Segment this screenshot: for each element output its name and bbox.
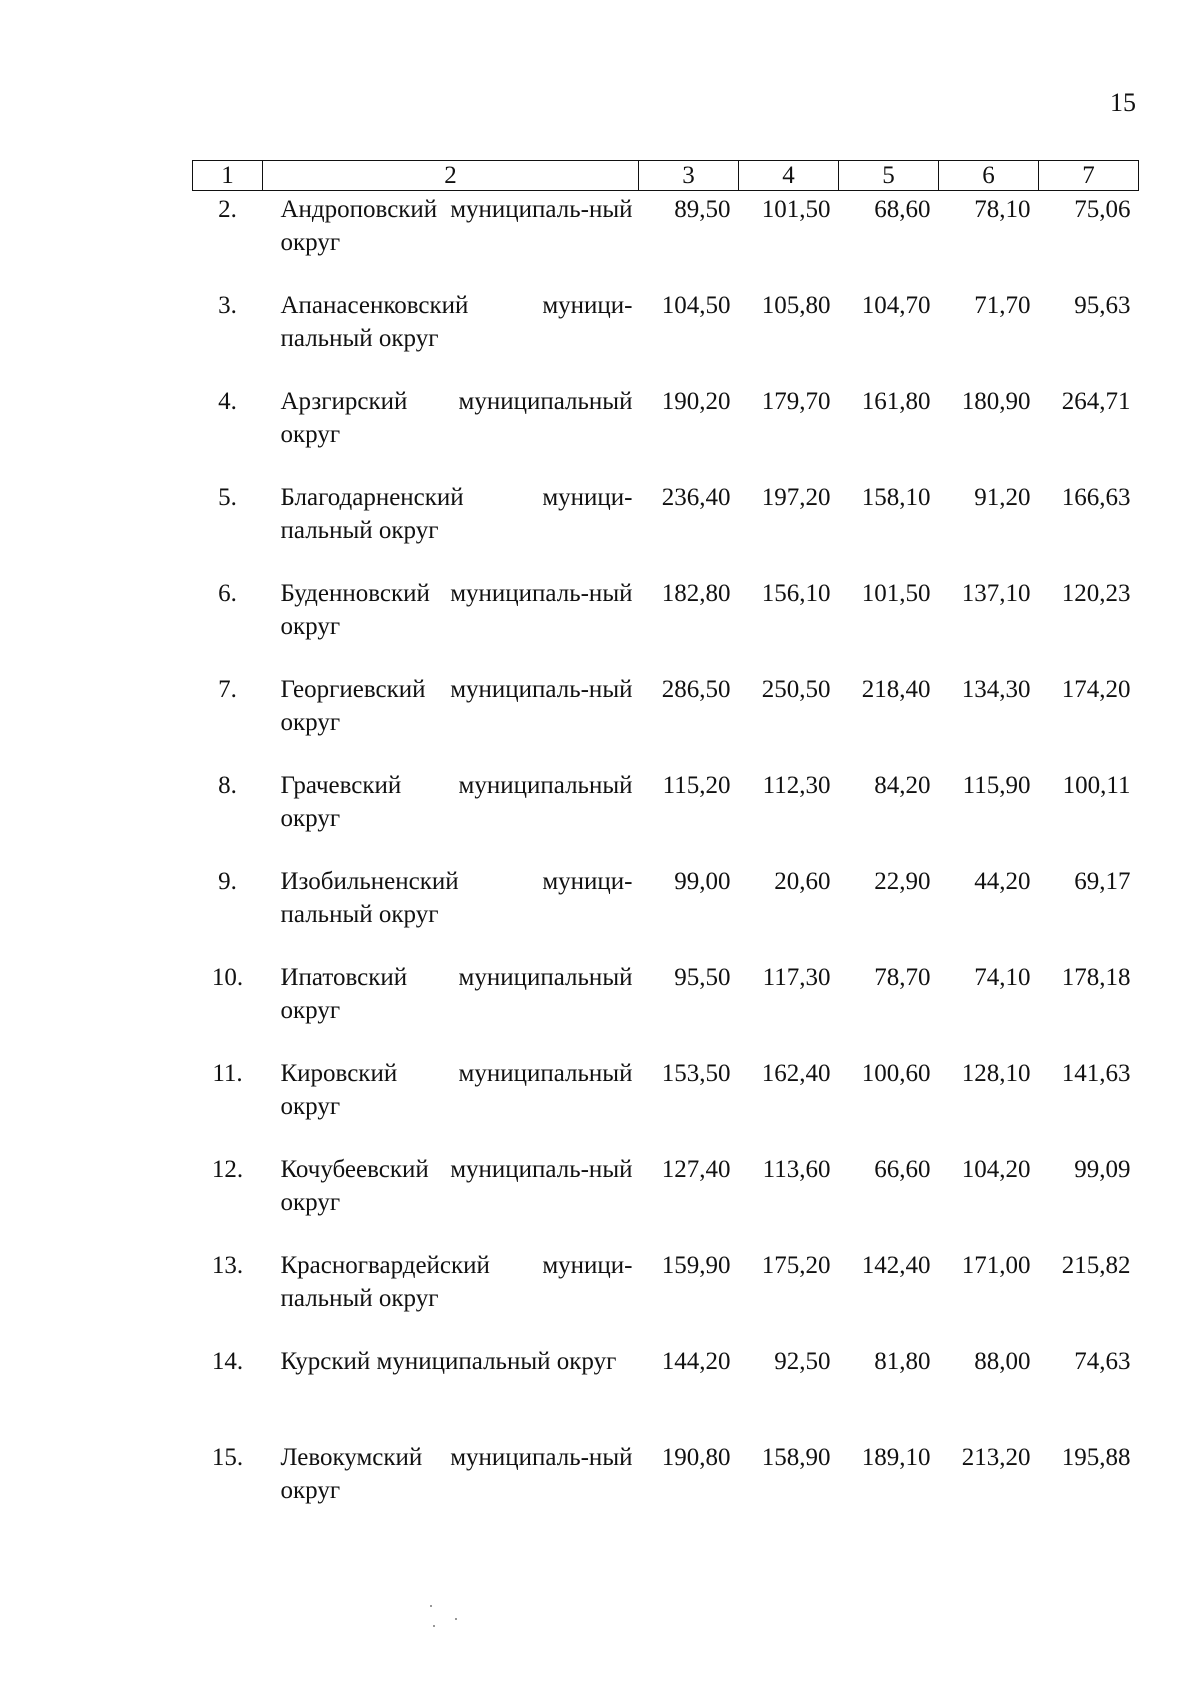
value-cell: 218,40 bbox=[861, 676, 931, 703]
table-row bbox=[193, 383, 1139, 479]
row-number: 12. bbox=[211, 1156, 244, 1183]
value-cell: 115,90 bbox=[962, 772, 1031, 799]
value-cell: 264,71 bbox=[1061, 388, 1131, 415]
value-cell: 159,90 bbox=[661, 1252, 731, 1279]
value-cell: 71,70 bbox=[974, 292, 1031, 319]
district-name: Апанасенковский муници-пальный округ bbox=[280, 292, 633, 352]
value-cell: 158,90 bbox=[761, 1444, 831, 1471]
value-cell: 99,00 bbox=[674, 868, 731, 895]
table-row bbox=[193, 1055, 1139, 1151]
row-number: 5. bbox=[218, 484, 237, 511]
table-header bbox=[193, 161, 1139, 191]
value-cell: 95,63 bbox=[1074, 292, 1131, 319]
value-cell: 74,10 bbox=[974, 964, 1031, 991]
value-cell: 127,40 bbox=[661, 1156, 731, 1183]
table-row bbox=[193, 1343, 1139, 1439]
district-name: Кировский муниципальный округ bbox=[280, 1060, 633, 1120]
table-row bbox=[193, 479, 1139, 575]
value-cell: 153,50 bbox=[661, 1060, 731, 1087]
data-table bbox=[192, 160, 1139, 1535]
table-row bbox=[193, 1151, 1139, 1247]
value-cell: 162,40 bbox=[761, 1060, 831, 1087]
row-number: 6. bbox=[218, 580, 237, 607]
value-cell: 88,00 bbox=[974, 1348, 1031, 1375]
value-cell: 178,18 bbox=[1061, 964, 1131, 991]
row-number: 8. bbox=[218, 772, 237, 799]
value-cell: 81,80 bbox=[874, 1348, 931, 1375]
row-number: 13. bbox=[211, 1252, 244, 1279]
column-header: 1 bbox=[193, 161, 263, 191]
value-cell: 44,20 bbox=[974, 868, 1031, 895]
value-cell: 20,60 bbox=[774, 868, 831, 895]
value-cell: 92,50 bbox=[774, 1348, 831, 1375]
column-header: 3 bbox=[639, 161, 739, 191]
scan-speck bbox=[433, 1625, 435, 1627]
value-cell: 250,50 bbox=[761, 676, 831, 703]
page-number: 15 bbox=[1110, 88, 1136, 117]
table-row bbox=[193, 191, 1139, 288]
row-number: 14. bbox=[211, 1348, 244, 1375]
value-cell: 120,23 bbox=[1061, 580, 1131, 607]
district-name: Благодарненский муници-пальный округ bbox=[280, 484, 633, 544]
value-cell: 195,88 bbox=[1061, 1444, 1131, 1471]
row-number: 4. bbox=[218, 388, 237, 415]
value-cell: 137,10 bbox=[961, 580, 1031, 607]
value-cell: 141,63 bbox=[1061, 1060, 1131, 1087]
scan-speck bbox=[430, 1605, 432, 1607]
row-number: 3. bbox=[218, 292, 237, 319]
value-cell: 101,50 bbox=[861, 580, 931, 607]
value-cell: 197,20 bbox=[761, 484, 831, 511]
value-cell: 104,70 bbox=[861, 292, 931, 319]
table-row bbox=[193, 863, 1139, 959]
value-cell: 182,80 bbox=[661, 580, 731, 607]
district-name: Красногвардейский муници-пальный округ bbox=[280, 1252, 633, 1312]
value-cell: 101,50 bbox=[761, 196, 831, 223]
value-cell: 142,40 bbox=[861, 1252, 931, 1279]
value-cell: 128,10 bbox=[961, 1060, 1031, 1087]
value-cell: 66,60 bbox=[874, 1156, 931, 1183]
column-header: 5 bbox=[839, 161, 939, 191]
value-cell: 104,20 bbox=[961, 1156, 1031, 1183]
table-row bbox=[193, 287, 1139, 383]
district-name: Изобильненский муници-пальный округ bbox=[280, 868, 633, 928]
value-cell: 113,60 bbox=[762, 1156, 831, 1183]
table-row bbox=[193, 1439, 1139, 1535]
column-header: 6 bbox=[939, 161, 1039, 191]
row-number: 15. bbox=[211, 1444, 244, 1471]
value-cell: 115,20 bbox=[662, 772, 731, 799]
value-cell: 100,60 bbox=[861, 1060, 931, 1087]
value-cell: 215,82 bbox=[1061, 1252, 1131, 1279]
district-name: Грачевский муниципальный округ bbox=[280, 772, 633, 832]
value-cell: 286,50 bbox=[661, 676, 731, 703]
value-cell: 68,60 bbox=[874, 196, 931, 223]
header-row bbox=[193, 161, 1139, 191]
row-number: 2. bbox=[218, 196, 237, 223]
value-cell: 89,50 bbox=[674, 196, 731, 223]
value-cell: 171,00 bbox=[961, 1252, 1031, 1279]
district-name: Андроповский муниципаль-ный округ bbox=[280, 196, 633, 256]
district-name: Арзгирский муниципальный округ bbox=[280, 388, 633, 448]
row-number: 9. bbox=[218, 868, 237, 895]
value-cell: 91,20 bbox=[974, 484, 1031, 511]
value-cell: 112,30 bbox=[762, 772, 831, 799]
district-name: Георгиевский муниципаль-ный округ bbox=[280, 676, 633, 736]
value-cell: 95,50 bbox=[674, 964, 731, 991]
table-body bbox=[193, 191, 1139, 1536]
value-cell: 105,80 bbox=[761, 292, 831, 319]
table-row bbox=[193, 959, 1139, 1055]
row-number: 11. bbox=[212, 1060, 243, 1087]
district-name: Кочубеевский муниципаль-ный округ bbox=[280, 1156, 633, 1216]
value-cell: 99,09 bbox=[1074, 1156, 1131, 1183]
column-header: 2 bbox=[263, 161, 639, 191]
value-cell: 189,10 bbox=[861, 1444, 931, 1471]
value-cell: 84,20 bbox=[874, 772, 931, 799]
table-row bbox=[193, 671, 1139, 767]
value-cell: 175,20 bbox=[761, 1252, 831, 1279]
table-row bbox=[193, 575, 1139, 671]
value-cell: 174,20 bbox=[1061, 676, 1131, 703]
value-cell: 190,20 bbox=[661, 388, 731, 415]
value-cell: 78,10 bbox=[974, 196, 1031, 223]
value-cell: 100,11 bbox=[1062, 772, 1131, 799]
value-cell: 78,70 bbox=[874, 964, 931, 991]
district-name: Курский муниципальный округ bbox=[280, 1348, 617, 1375]
table-row bbox=[193, 767, 1139, 863]
row-number: 7. bbox=[218, 676, 237, 703]
value-cell: 166,63 bbox=[1061, 484, 1131, 511]
value-cell: 190,80 bbox=[661, 1444, 731, 1471]
value-cell: 22,90 bbox=[874, 868, 931, 895]
value-cell: 236,40 bbox=[661, 484, 731, 511]
district-name: Буденновский муниципаль-ный округ bbox=[280, 580, 633, 640]
value-cell: 117,30 bbox=[762, 964, 831, 991]
value-cell: 69,17 bbox=[1074, 868, 1131, 895]
district-name: Ипатовский муниципальный округ bbox=[280, 964, 633, 1024]
column-header: 7 bbox=[1039, 161, 1139, 191]
value-cell: 179,70 bbox=[761, 388, 831, 415]
value-cell: 161,80 bbox=[861, 388, 931, 415]
district-name: Левокумский муниципаль-ный округ bbox=[280, 1444, 633, 1504]
value-cell: 134,30 bbox=[961, 676, 1031, 703]
value-cell: 180,90 bbox=[961, 388, 1031, 415]
row-number: 10. bbox=[211, 964, 244, 991]
column-header: 4 bbox=[739, 161, 839, 191]
value-cell: 144,20 bbox=[661, 1348, 731, 1375]
value-cell: 75,06 bbox=[1074, 196, 1131, 223]
value-cell: 74,63 bbox=[1074, 1348, 1131, 1375]
scan-speck bbox=[455, 1618, 457, 1620]
value-cell: 104,50 bbox=[661, 292, 731, 319]
table-row bbox=[193, 1247, 1139, 1343]
value-cell: 213,20 bbox=[961, 1444, 1031, 1471]
value-cell: 156,10 bbox=[761, 580, 831, 607]
value-cell: 158,10 bbox=[861, 484, 931, 511]
